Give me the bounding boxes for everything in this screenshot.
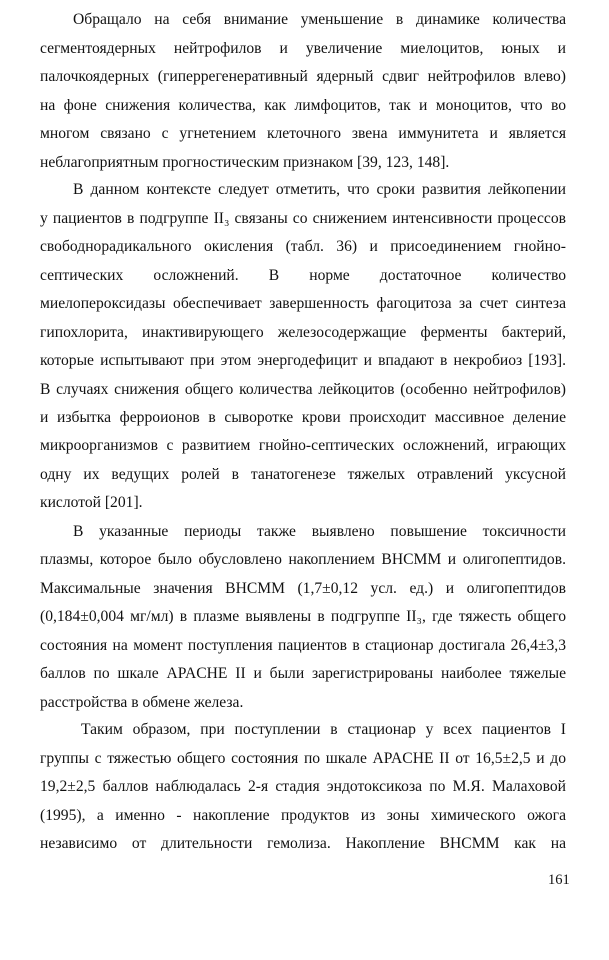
text-line: кислотой [201]. [40,494,143,511]
text-line: на фоне снижения количества, как лимфоцитов, так и моноцитов, что во [40,97,566,114]
text-line: у пациентов в подгруппе II₃ связаны со снижением интенсивности процессов [40,210,566,227]
text-line: независимо от длительности гемолиза. Накопление ВНСММ как на [40,835,566,852]
text-line: миелопероксидазы обеспечивает завершенность фагоцитоза за счет синтеза [40,295,566,312]
text-line: палочкоядерных (гиперрегенеративный ядерный сдвиг нейтрофилов влево) [40,68,566,85]
text-line: (1995), а именно - накопление продуктов из зоны химического ожога [40,807,566,824]
text-line: неблагоприятным прогностическим признаком [39, 123, 148]. [40,154,450,171]
text-line: многом связано с угнетением клеточного звена иммунитета и является [40,125,566,142]
text-line: В данном контексте следует отметить, что сроки развития лейкопении [73,181,566,198]
text-line: (0,184±0,004 мг/мл) в плазме выявлены в подгруппе II₃, где тяжесть общего [40,608,566,625]
text-line: плазмы, которое было обусловлено накоплением ВНСММ и олигопептидов. [40,551,566,568]
page-number: 161 [548,872,570,888]
text-line: и избытка ферроионов в сыворотке крови происходит массивное деление [40,409,566,426]
text-line: Максимальные значения ВНСММ (1,7±0,12 усл. ед.) и олигопептидов [40,580,566,597]
text-line: В указанные периоды также выявлено повышение токсичности [73,523,566,540]
text-line: расстройства в обмене железа. [40,694,244,711]
text-line: одну их ведущих ролей в танатогенезе тяжелых отравлений уксусной [40,466,566,483]
text-line: Обращало на себя внимание уменьшение в динамике количества [73,11,566,28]
text-line: свободнорадикального окисления (табл. 36) и присоединением гнойно- [40,238,566,255]
text-line: В случаях снижения общего количества лейкоцитов (особенно нейтрофилов) [40,381,566,398]
text-line: баллов по шкале APACHE II и были зарегистрированы наиболее тяжелые [40,665,566,682]
text-line: гипохлорита, инактивирующего железосодержащие ферменты бактерий, [40,324,566,341]
text-line: 19,2±2,5 баллов наблюдалась 2-я стадия эндотоксикоза по М.Я. Малаховой [40,778,566,795]
text-line: сегментоядерных нейтрофилов и увеличение миелоцитов, юных и [40,40,566,57]
text-line: которые испытывают при этом энергодефицит и впадают в некробиоз [193]. [40,352,566,369]
text-line: Таким образом, при поступлении в стационар у всех пациентов I [81,721,566,738]
text-line: состояния на момент поступления пациентов в стационар достигала 26,4±3,3 [40,637,566,654]
text-line: группы с тяжестью общего состояния по шкале APACHE II от 16,5±2,5 и до [40,750,566,767]
text-line: микроорганизмов с развитием гнойно-септических осложнений, играющих [40,437,566,454]
text-line: септических осложнений. В норме достаточное количество [40,267,566,284]
